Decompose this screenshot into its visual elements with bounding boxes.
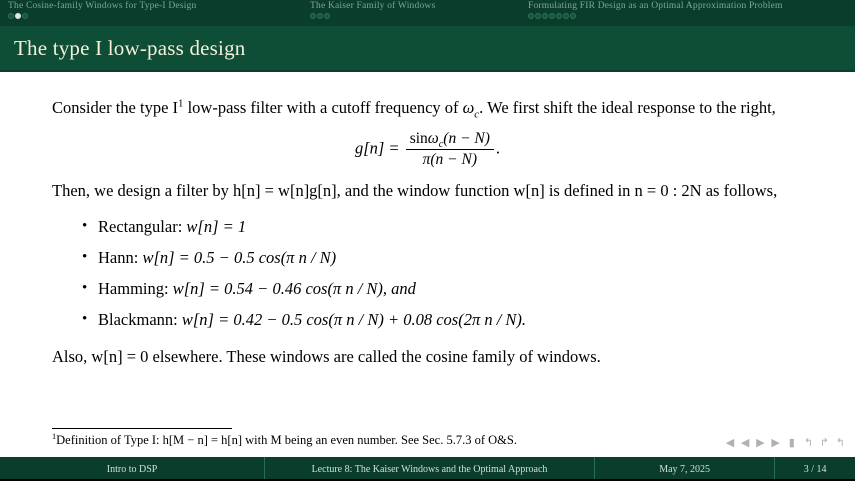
footnote-divider (52, 428, 232, 429)
equation-period: . (495, 138, 501, 158)
nav-dot[interactable] (310, 13, 316, 19)
footer-page-number: 3 / 14 (803, 463, 827, 475)
footer-lecture: Lecture 8: The Kaiser Windows and the Optimal Approach (311, 463, 548, 475)
navigation-bar (0, 0, 855, 26)
nav-dot[interactable] (549, 13, 555, 19)
paragraph-intro (52, 96, 803, 120)
window-label-blackmann: Blackmann: (98, 310, 178, 329)
nav-dot[interactable] (528, 13, 534, 19)
intro-text-c: . We first shift the ideal response to the right, (479, 98, 776, 117)
window-label-rectangular: Rectangular: (98, 217, 183, 236)
window-formula-hamming: w[n] = 0.54 − 0.46 cos(π n / N), and (172, 279, 416, 298)
nav-section-3-title: Formulating FIR Design as an Optimal Approximation Problem (528, 1, 783, 11)
footer-date: May 7, 2025 (659, 463, 711, 475)
footer-bar (0, 457, 855, 481)
window-list (52, 211, 803, 335)
list-item-hann (82, 242, 803, 273)
nav-section-2-dots[interactable] (310, 13, 518, 19)
list-item-blackmann (82, 304, 803, 335)
nav-section-3-dots[interactable] (528, 13, 855, 19)
frame-nav-icon[interactable]: ▮ (788, 437, 797, 449)
window-formula-blackmann: w[n] = 0.42 − 0.5 cos(π n / N) + 0.08 cos(2π n / N). (181, 310, 527, 329)
nav-section-3[interactable] (518, 0, 855, 26)
intro-text-b: low-pass filter with a cutoff frequency of (183, 98, 463, 117)
nav-dot[interactable] (317, 13, 323, 19)
equation-gn (52, 130, 803, 169)
footnote (52, 432, 712, 448)
omega-subscript: c (474, 108, 480, 121)
list-item-rectangular (82, 211, 803, 242)
footer-course: Intro to DSP (106, 463, 158, 475)
intro-text-a: Consider the type I (52, 98, 179, 117)
nav-dot[interactable] (570, 13, 576, 19)
equation-denominator: π(n − N) (422, 151, 477, 168)
footnote-marker: 1 (52, 431, 57, 441)
nav-dot[interactable] (563, 13, 569, 19)
nav-dot[interactable] (8, 13, 14, 19)
equation-lhs: g[n] = (354, 138, 400, 158)
back-forward-nav-icon[interactable]: ↰ ↱ ↰ (803, 437, 847, 449)
page-title: The type I low-pass design (14, 35, 246, 60)
numerator-rest: (n − N) (443, 130, 490, 147)
beamer-nav-symbols[interactable] (726, 436, 847, 449)
nav-dot[interactable] (22, 13, 28, 19)
list-item-hamming (82, 273, 803, 304)
window-formula-hann: w[n] = 0.5 − 0.5 cos(π n / N) (142, 248, 337, 267)
footnote-marker-ref: 1 (178, 97, 184, 110)
nav-section-1-dots[interactable] (8, 13, 300, 19)
nav-dot-active[interactable] (15, 13, 21, 19)
nav-dot[interactable] (542, 13, 548, 19)
nav-dot[interactable] (535, 13, 541, 19)
nav-section-2[interactable] (300, 0, 518, 26)
numerator-omega-sub: c (438, 139, 444, 151)
window-label-hann: Hann: (98, 248, 139, 267)
window-label-hamming: Hamming: (98, 279, 169, 298)
nav-dot[interactable] (324, 13, 330, 19)
nav-dot[interactable] (556, 13, 562, 19)
paragraph-closing: Also, w[n] = 0 elsewhere. These windows are called the cosine family of windows. (52, 347, 601, 366)
equation-numerator (406, 130, 494, 150)
slide-title-bar (0, 26, 855, 70)
nav-section-1-title: The Cosine-family Windows for Type-I Design (8, 1, 197, 11)
sin-label: sin (409, 130, 428, 147)
nav-section-2-title: The Kaiser Family of Windows (310, 1, 436, 11)
equation-fraction (406, 130, 494, 169)
numerator-omega: ω (427, 130, 439, 147)
paragraph-design: Then, we design a filter by h[n] = w[n]g[n], and the window function w[n] is defined in n = 0 : 2N as follows, (52, 181, 778, 200)
slide-content (0, 72, 855, 457)
footnote-text: Definition of Type I: h[M − n] = h[n] with M being an even number. See Sec. 5.7.3 of O&S. (56, 433, 517, 447)
omega-symbol: ω (462, 98, 475, 117)
nav-section-1[interactable] (0, 0, 300, 26)
slide-nav-icon[interactable]: ◀ ◀ ▶ ▶ (725, 437, 782, 449)
window-formula-rectangular: w[n] = 1 (186, 217, 247, 236)
